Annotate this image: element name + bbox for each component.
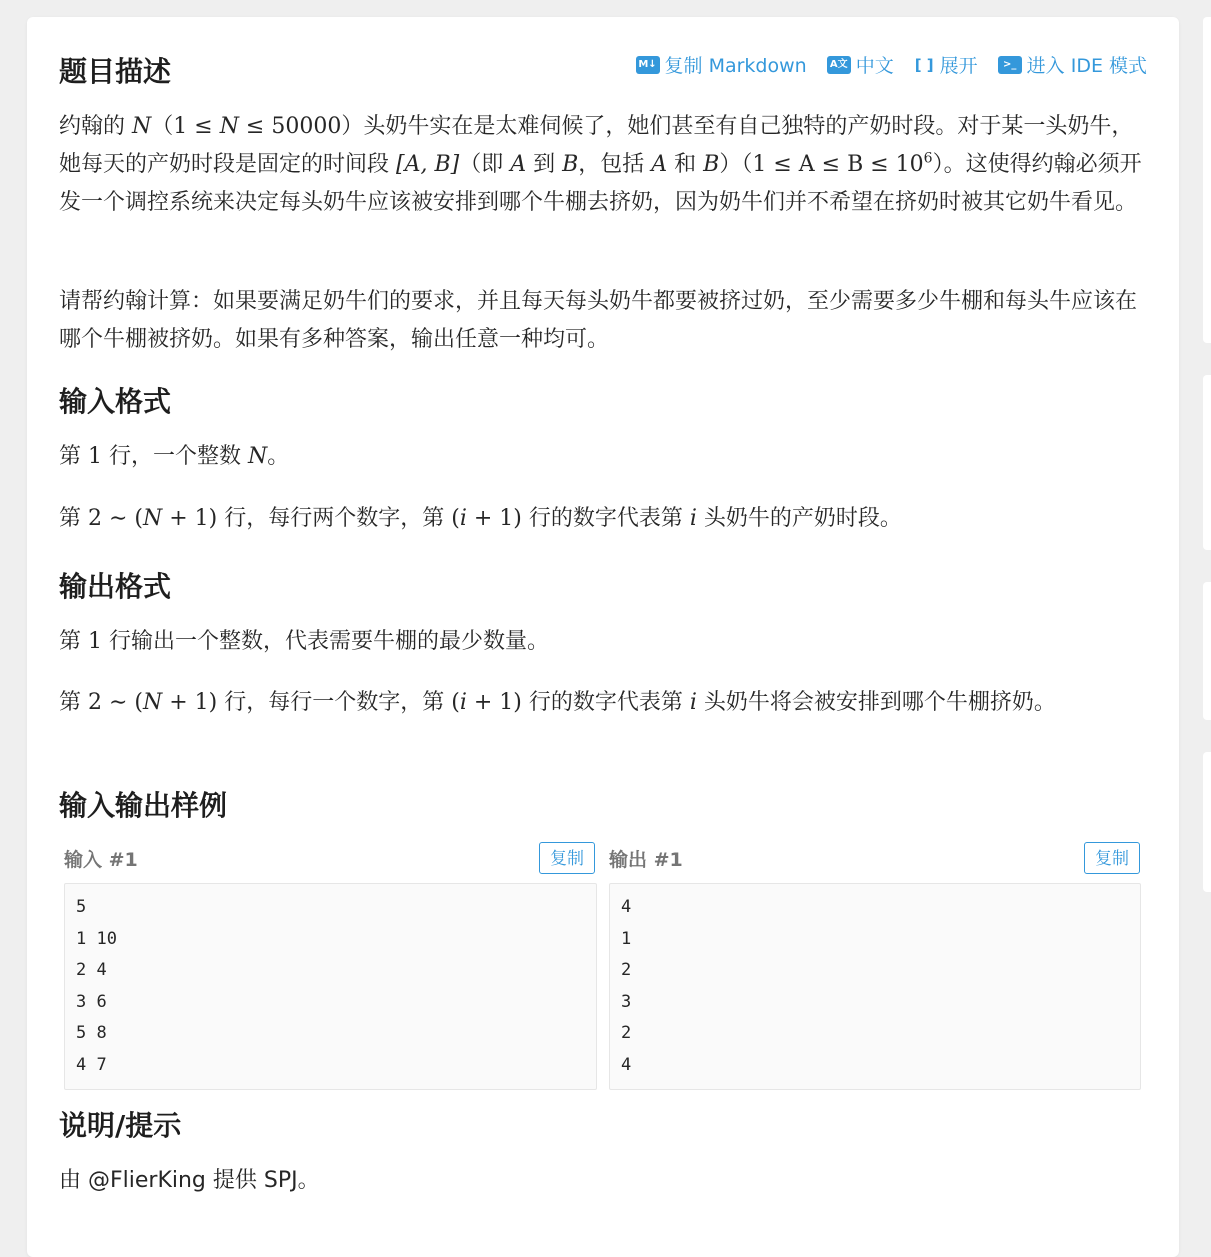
sample-input-line: 5	[76, 897, 87, 917]
expand-button[interactable]	[914, 51, 978, 78]
sample-output-line: 4	[621, 1054, 632, 1075]
sample-input-line: 2 4	[76, 960, 107, 980]
sample-input-line: 1 10	[76, 928, 117, 949]
language-button[interactable]	[827, 51, 894, 78]
hint-heading: 说明/提示	[59, 1109, 182, 1142]
sample-input-line: 4 7	[76, 1054, 107, 1075]
sample-output-line: 3	[621, 991, 632, 1012]
description-heading: 题目描述	[59, 55, 172, 88]
side-panel-2	[1203, 375, 1211, 550]
input-format-heading: 输入格式	[59, 385, 172, 418]
side-panel-3	[1203, 582, 1211, 720]
copy-input-button[interactable]: 复制	[539, 842, 595, 874]
output-format-heading: 输出格式	[59, 570, 172, 603]
expand-label: 展开	[939, 55, 978, 77]
output-format-line-2: 第 2 ∼ (N + 1) 行，每行一个数字，第 (i + 1) 行的数字代表第 i 头奶牛将会被安排到哪个牛棚挤奶。	[59, 690, 1056, 715]
samples-heading: 输入输出样例	[59, 789, 228, 822]
language-label: 中文	[855, 55, 894, 77]
copy-output-button[interactable]: 复制	[1084, 842, 1140, 874]
ide-mode-label: 进入 IDE 模式	[1026, 55, 1147, 77]
sample-output-block	[609, 883, 1141, 1090]
ide-mode-button[interactable]	[998, 51, 1147, 78]
sample-input-line: 5 8	[76, 1023, 107, 1043]
translate-icon: A文	[827, 56, 851, 74]
output-format-line-1: 第 1 行输出一个整数，代表需要牛棚的最少数量。	[59, 629, 549, 654]
sample-output-line: 2	[621, 1023, 632, 1043]
input-format-line-2: 第 2 ∼ (N + 1) 行，每行两个数字，第 (i + 1) 行的数字代表第 i 头奶牛的产奶时段。	[59, 506, 902, 531]
sample-input-line: 3 6	[76, 991, 107, 1012]
sample-input-block	[64, 883, 597, 1090]
problem-card	[27, 17, 1179, 1257]
sample-output-label: 输出 #1	[609, 849, 683, 871]
terminal-icon: >_	[998, 56, 1022, 74]
description-paragraph-2: 请帮约翰计算：如果要满足奶牛们的要求，并且每天每头奶牛都要被挤过奶，至少需要多少牛棚和每头牛应该在哪个牛棚被挤奶。如果有多种答案，输出任意一种均可。	[59, 289, 1138, 352]
problem-toolbar	[636, 51, 1147, 78]
sample-output-line: 4	[621, 897, 632, 917]
side-panel-4	[1203, 752, 1211, 892]
sample-output-line: 1	[621, 928, 632, 949]
description-paragraph-1: 约翰的 N（1 ≤ N ≤ 50000）头奶牛实在是太难伺候了，她们甚至有自己独特的产奶时段。对于某一头奶牛，她每天的产奶时段是固定的时间段 [A, B]（即 A 到 B，包括 A 和 $B)(1 \le A \le B \le 10^6)$。这使得约翰必须开发一个调控系统来决定每头奶牛应该被安排到哪个牛棚去挤奶，因为奶牛们并不希望在挤奶时被其它奶牛看见。	[59, 114, 1142, 215]
expand-icon: [ ]	[914, 55, 934, 74]
side-panel-1	[1203, 17, 1211, 343]
hint-text: 由 @FlierKing 提供 SPJ。	[59, 1168, 320, 1193]
markdown-icon: M↓	[636, 56, 660, 74]
copy-markdown-label: 复制 Markdown	[664, 55, 807, 77]
copy-markdown-button[interactable]	[636, 51, 807, 78]
sample-input-label: 输入 #1	[64, 849, 138, 871]
input-format-line-1: 第 1 行，一个整数 N。	[59, 444, 290, 469]
sample-output-line: 2	[621, 960, 632, 980]
